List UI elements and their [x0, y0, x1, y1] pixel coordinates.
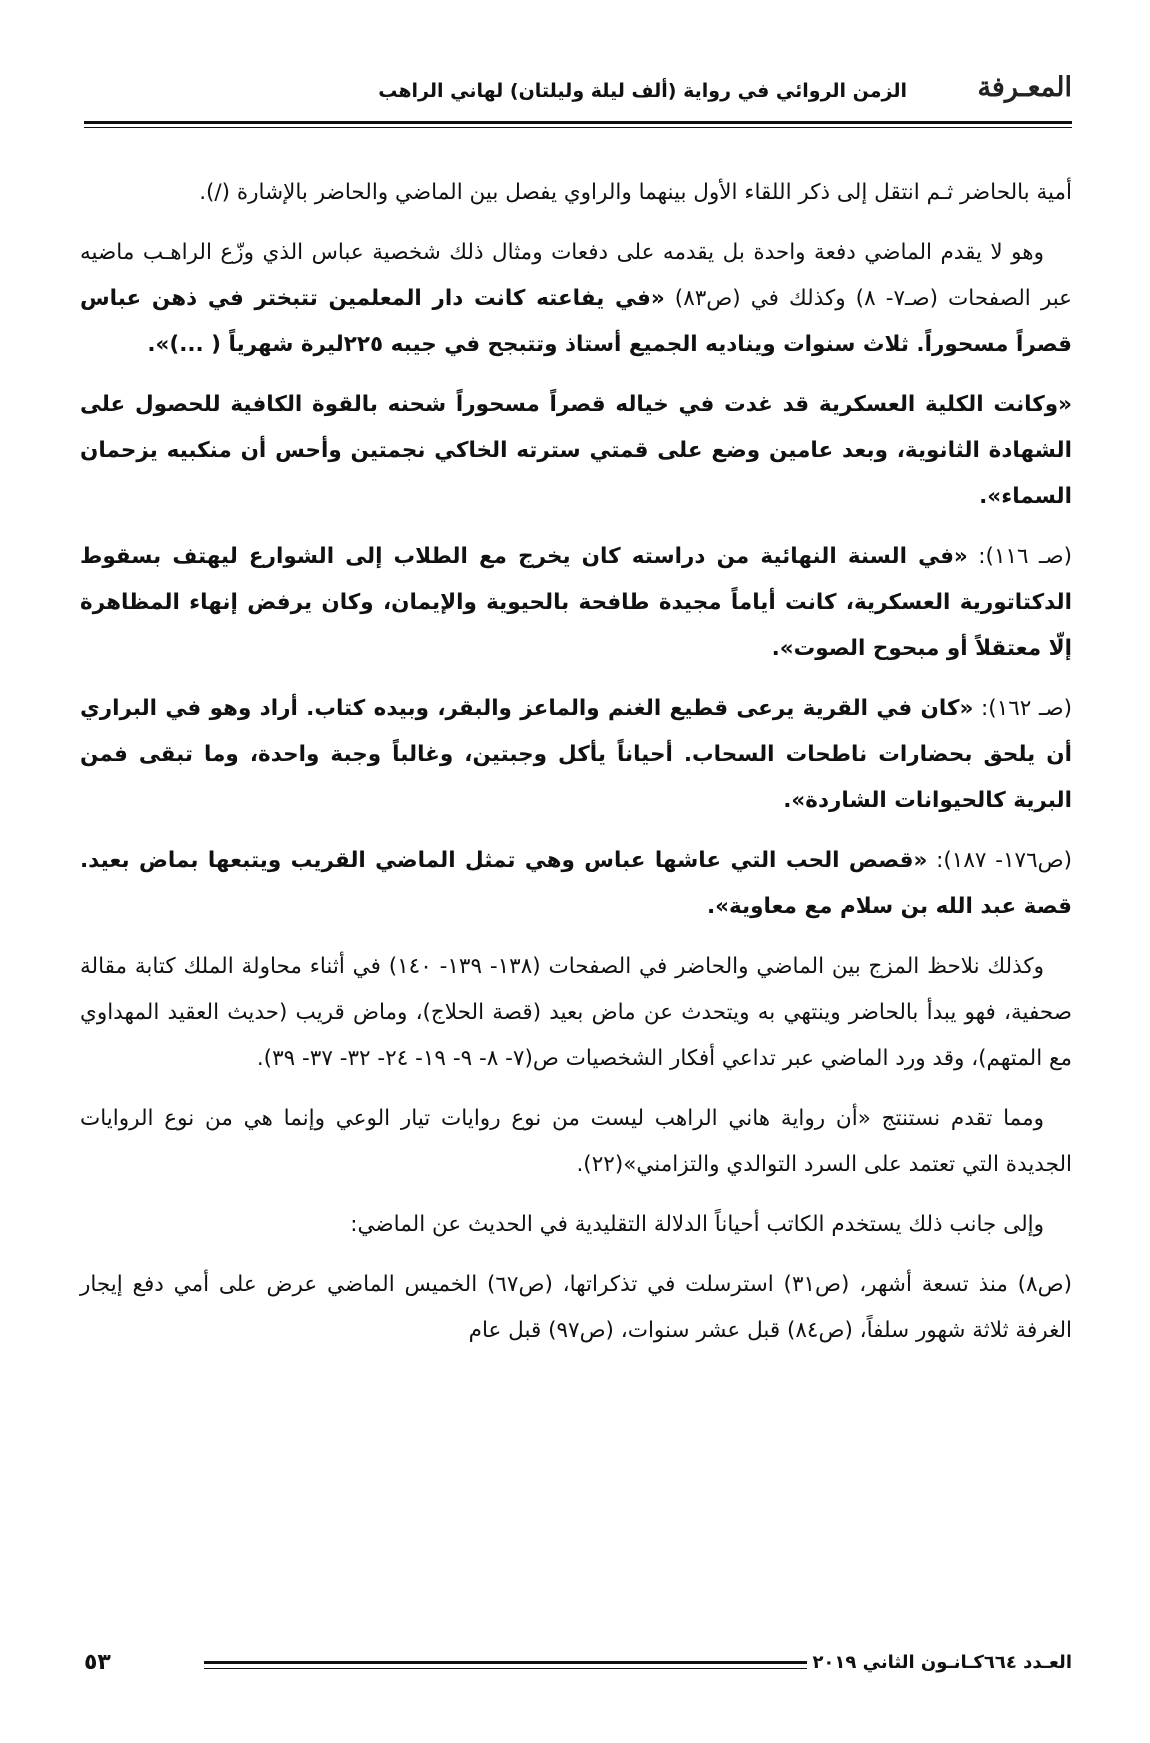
footer-divider: [204, 1661, 807, 1664]
article-title: الزمن الروائي في رواية (ألف ليلة وليلتان) لهاني الراهب: [378, 80, 907, 102]
quote-text: «كان في القرية يرعى قطيع الغنم والماعز والبقر، وبيده كتاب. أراد وهو في البراري أن يلحق بحضارات ناطحات السحاب. أحياناً يأكل وجبتين، وغالباً وجبة واحدة، وما تبقى فمن البرية كالحيوانات الشاردة».: [80, 696, 1072, 813]
header-divider-thin: [84, 127, 1072, 128]
paragraph-1: أمية بالحاضر ثـم انتقل إلى ذكر اللقاء الأول بينهما والراوي يفصل بين الماضي والحاضر بالإشارة (/).: [199, 180, 1072, 205]
article-body: [80, 170, 1072, 1368]
quote-text: «في السنة النهائية من دراسته كان يخرج مع الطلاب إلى الشوارع ليهتف بسقوط الدكتاتورية العسكرية، كانت أياماً مجيدة طافحة بالحيوية والإيمان، وكان يرفض إنهاء المظاهرة إلّا معتقلاً أو مبحوح الصوت».: [80, 544, 1072, 661]
magazine-logo: المعـرفة: [977, 72, 1072, 103]
paragraph-10: (ص٨) منذ تسعة أشهر، (ص٣١) استرسلت في تذكراتها، (ص٦٧) الخميس الماضي عرض على أمي دفع إيجار الغرفة ثلاثة شهور سلفاً، (ص٨٤) قبل عشر سنوات، (ص٩٧) قبل عام: [80, 1272, 1072, 1343]
issue-info: العـدد ٦٦٤كـانـون الثاني ٢٠١٩: [812, 1652, 1072, 1673]
footer-divider-thin: [204, 1668, 807, 1669]
paragraph-8: ومما تقدم نستنتج «أن رواية هاني الراهب ليست من نوع روايات تيار الوعي وإنما هي من نوع الروايات الجديدة التي تعتمد على السرد التوالدي والتزامني»(٢٢).: [80, 1106, 1072, 1177]
quote-text: «في يفاعته كانت دار المعلمين تتبختر في ذهن عباس قصراً مسحوراً. ثلاث سنوات ويناديه الجميع أستاذ وتتبجح في جيبه ٢٢٥ليرة شهرياً ( ...)».: [80, 286, 1072, 357]
running-header: [84, 72, 1072, 116]
paragraph-3: «وكانت الكلية العسكرية قد غدت في خياله قصراً مسحوراً شحنه بالقوة الكافية للحصول على الشهادة الثانوية، وبعد عامين وضع على قمتي سترته الخاكي نجمتين وأحس أن منكبيه يزحمان السماء».: [80, 392, 1072, 509]
paragraph-4: (صـ ١١٦): «في السنة النهائية من دراسته كان يخرج مع الطلاب إلى الشوارع ليهتف بسقوط الدكتاتورية العسكرية، كانت أياماً مجيدة طافحة بالحيوية والإيمان، وكان يرفض إنهاء المظاهرة إلّا معتقلاً أو مبحوح الصوت».: [80, 544, 1073, 661]
page-footer: [84, 1652, 1072, 1688]
paragraph-7: وكذلك نلاحظ المزج بين الماضي والحاضر في الصفحات (١٣٨- ١٣٩- ١٤٠) في أثناء محاولة الملك كتابة مقالة صحفية، فهو يبدأ بالحاضر وينتهي به ويتحدث عن ماض بعيد (قصة الحلاج)، وماض قريب (حديث العقيد المهداوي مع المتهم)، وقد ورد الماضي عبر تداعي أفكار الشخصيات ص(٧- ٨- ٩- ١٩- ٢٤- ٣٢- ٣٧- ٣٩).: [80, 954, 1072, 1071]
quote-text: «قصص الحب التي عاشها عباس وهي تمثل الماضي القريب ويتبعها بماض بعيد. قصة عبد الله بن سلام مع معاوية».: [80, 848, 1072, 919]
paragraph-2: وهو لا يقدم الماضي دفعة واحدة بل يقدمه على دفعات ومثال ذلك شخصية عباس الذي وزّع الراهـب ماضيه عبر الصفحات (صـ٧- ٨) وكذلك في (ص٨٣) «في يفاعته كانت دار المعلمين تتبختر في ذهن عباس قصراً مسحوراً. ثلاث سنوات ويناديه الجميع أستاذ وتتبجح في جيبه ٢٢٥ليرة شهرياً ( ...)».: [80, 240, 1073, 357]
paragraph-5: (صـ ١٦٢): «كان في القرية يرعى قطيع الغنم والماعز والبقر، وبيده كتاب. أراد وهو في البراري أن يلحق بحضارات ناطحات السحاب. أحياناً يأكل وجبتين، وغالباً وجبة واحدة، وما تبقى فمن البرية كالحيوانات الشاردة».: [80, 696, 1073, 813]
header-divider: [84, 121, 1072, 124]
paragraph-6: (ص١٧٦- ١٨٧): «قصص الحب التي عاشها عباس وهي تمثل الماضي القريب ويتبعها بماض بعيد. قصة عبد الله بن سلام مع معاوية».: [80, 848, 1073, 919]
page-number: ٥٣: [84, 1650, 111, 1675]
paragraph-9: وإلى جانب ذلك يستخدم الكاتب أحياناً الدلالة التقليدية في الحديث عن الماضي:: [350, 1212, 1044, 1237]
